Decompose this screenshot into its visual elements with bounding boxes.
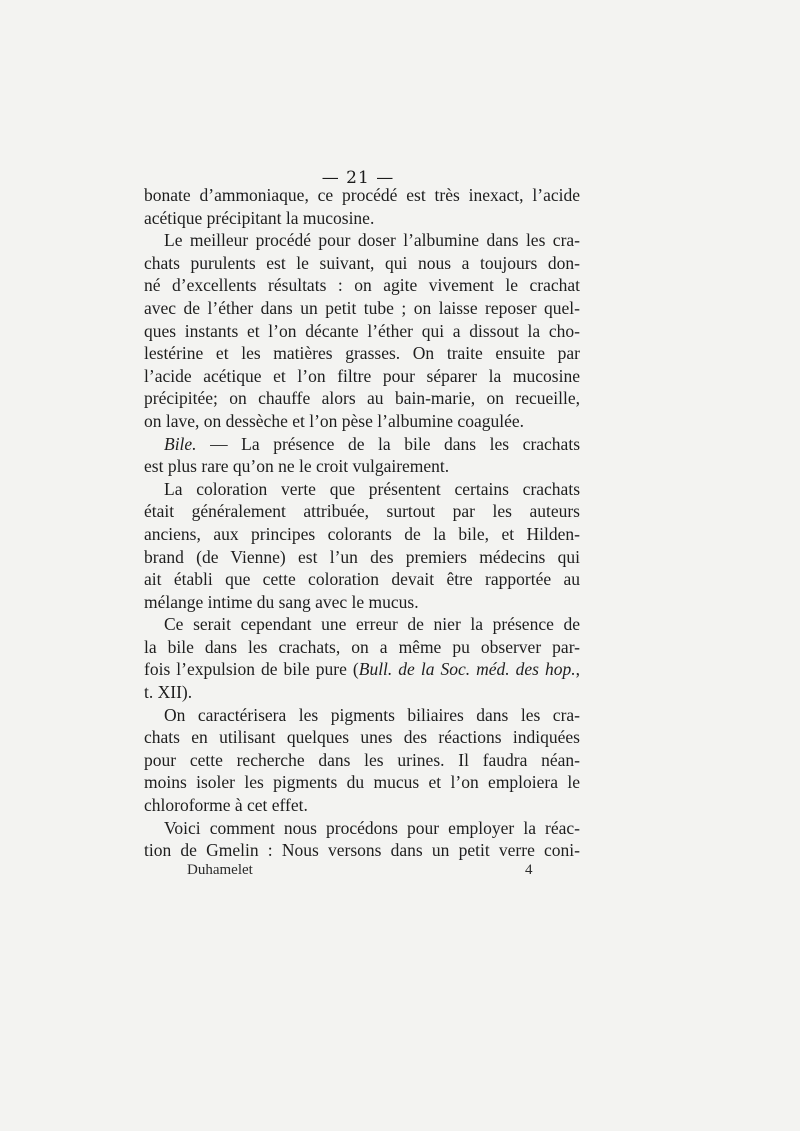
footer-sheet-number: 4 <box>525 862 533 878</box>
text-line: acétique précipitant la mucosine. <box>144 207 375 228</box>
text-line: anciens, aux principes colorants de la bile, et Hilden- <box>144 523 580 544</box>
text-line: précipitée; on chauffe alors au bain-marie, on recueille, <box>144 388 580 409</box>
text-line: Voici comment nous procédons pour employer la réac- <box>164 817 580 838</box>
text-line: avec de l’éther dans un petit tube ; on laisse reposer quel- <box>144 297 580 318</box>
text-line: t. XII). <box>144 682 193 703</box>
text-line: chats en utilisant quelques unes des réactions indiquées <box>144 727 580 748</box>
text-line: La coloration verte que présentent certains crachats <box>164 478 580 499</box>
text-line: ait établi que cette coloration devait être rapportée au <box>144 569 580 590</box>
text-line: fois l’expulsion de bile pure (Bull. de la Soc. méd. des hop., <box>144 659 580 680</box>
text-line: moins isoler les pigments du mucus et l’on emploiera le <box>144 772 580 793</box>
text-line: mélange intime du sang avec le mucus. <box>144 591 419 612</box>
text-line: ques instants et l’on décante l’éther qui a dissout la cho- <box>144 320 580 341</box>
text-line: pour cette recherche dans les urines. Il faudra néan- <box>144 749 580 770</box>
body-text <box>144 184 580 862</box>
text-line: Bile. — La présence de la bile dans les crachats <box>164 433 580 454</box>
text-line: né d’excellents résultats : on agite vivement le crachat <box>144 275 580 296</box>
text-line: brand (de Vienne) est l’un des premiers médecins qui <box>144 546 580 567</box>
text-line: lestérine et les matières grasses. On traite ensuite par <box>144 343 580 364</box>
text-line: Ce serait cependant une erreur de nier la présence de <box>164 614 580 635</box>
footer-signature: Duhamelet <box>187 862 253 878</box>
text-line: tion de Gmelin : Nous versons dans un petit verre coni- <box>144 840 580 861</box>
text-line: la bile dans les crachats, on a même pu observer par- <box>144 636 580 657</box>
text-line: était généralement attribuée, surtout par les auteurs <box>144 501 580 522</box>
text-line: Le meilleur procédé pour doser l’albumine dans les cra- <box>164 230 580 251</box>
page-number: — 21 — <box>321 168 395 188</box>
text-line: bonate d’ammoniaque, ce procédé est très inexact, l’acide <box>144 185 580 205</box>
text-line: chats purulents est le suivant, qui nous a toujours don- <box>144 252 580 273</box>
text-line: chloroforme à cet effet. <box>144 795 308 816</box>
text-line: on lave, on dessèche et l’on pèse l’albumine coagulée. <box>144 410 524 431</box>
text-line: l’acide acétique et l’on filtre pour séparer la mucosine <box>144 365 580 386</box>
text-line: est plus rare qu’on ne le croit vulgairement. <box>144 456 450 477</box>
text-line: On caractérisera les pigments biliaires dans les cra- <box>164 704 580 725</box>
